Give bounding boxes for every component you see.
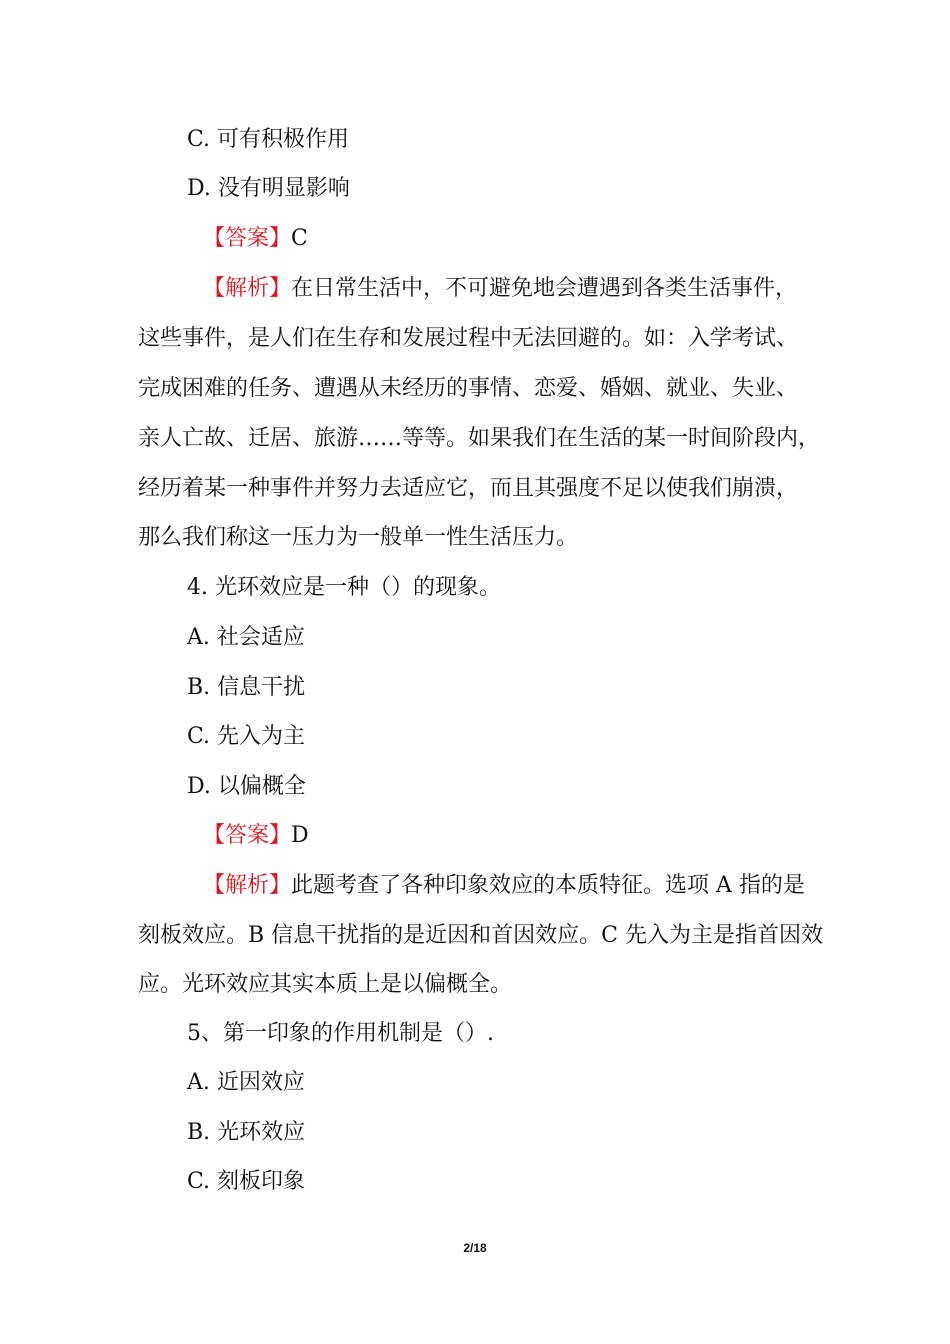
q3-analysis-line-1 bbox=[203, 274, 797, 304]
q4-analysis-line-1 bbox=[203, 871, 805, 901]
q4-option-a: A. 社会适应 bbox=[187, 625, 305, 650]
answer-tag: 【答案】 bbox=[203, 823, 292, 848]
q3-analysis-line-5: 经历着某一种事件并努力去适应它，而且其强度不足以使我们崩溃， bbox=[138, 476, 799, 501]
analysis-text: 此题考查了各种印象效应的本质特征。选项 A 指的是 bbox=[291, 873, 805, 898]
analysis-tag: 【解析】 bbox=[203, 873, 292, 898]
q5-question: 5、第一印象的作用机制是（）. bbox=[187, 1021, 494, 1046]
q4-option-d: D. 以偏概全 bbox=[187, 774, 306, 799]
q3-option-c: C. 可有积极作用 bbox=[187, 127, 350, 152]
q4-option-c: C. 先入为主 bbox=[187, 724, 306, 749]
q4-analysis-line-3: 应。光环效应其实本质上是以偏概全。 bbox=[138, 972, 513, 997]
q3-analysis-line-6: 那么我们称这一压力为一般单一性生活压力。 bbox=[138, 525, 579, 550]
q4-option-b: B. 信息干扰 bbox=[187, 675, 306, 700]
answer-value: D bbox=[291, 823, 309, 848]
q4-analysis-line-2: 刻板效应。B 信息干扰指的是近因和首因效应。C 先入为主是指首因效 bbox=[138, 923, 823, 948]
q5-option-c: C. 刻板印象 bbox=[187, 1169, 306, 1194]
page-number: 2/18 bbox=[463, 1241, 487, 1255]
q3-option-d: D. 没有明显影响 bbox=[187, 176, 350, 201]
analysis-tag: 【解析】 bbox=[203, 276, 292, 301]
answer-value: C bbox=[291, 226, 308, 251]
answer-tag: 【答案】 bbox=[203, 226, 292, 251]
q4-answer bbox=[203, 821, 309, 851]
q5-option-a: A. 近因效应 bbox=[187, 1070, 305, 1095]
q3-answer bbox=[203, 224, 308, 254]
q3-analysis-line-3: 完成困难的任务、遭遇从未经历的事情、恋爱、婚姻、就业、失业、 bbox=[138, 376, 799, 401]
q5-option-b: B. 光环效应 bbox=[187, 1120, 306, 1145]
q3-analysis-line-4: 亲人亡故、迁居、旅游……等等。如果我们在生活的某一时间阶段内， bbox=[138, 426, 821, 451]
q4-question: 4. 光环效应是一种（）的现象。 bbox=[187, 575, 501, 600]
q3-analysis-line-2: 这些事件，是人们在生存和发展过程中无法回避的。如：入学考试、 bbox=[138, 326, 799, 351]
analysis-text: 在日常生活中，不可避免地会遭遇到各类生活事件， bbox=[291, 276, 798, 301]
